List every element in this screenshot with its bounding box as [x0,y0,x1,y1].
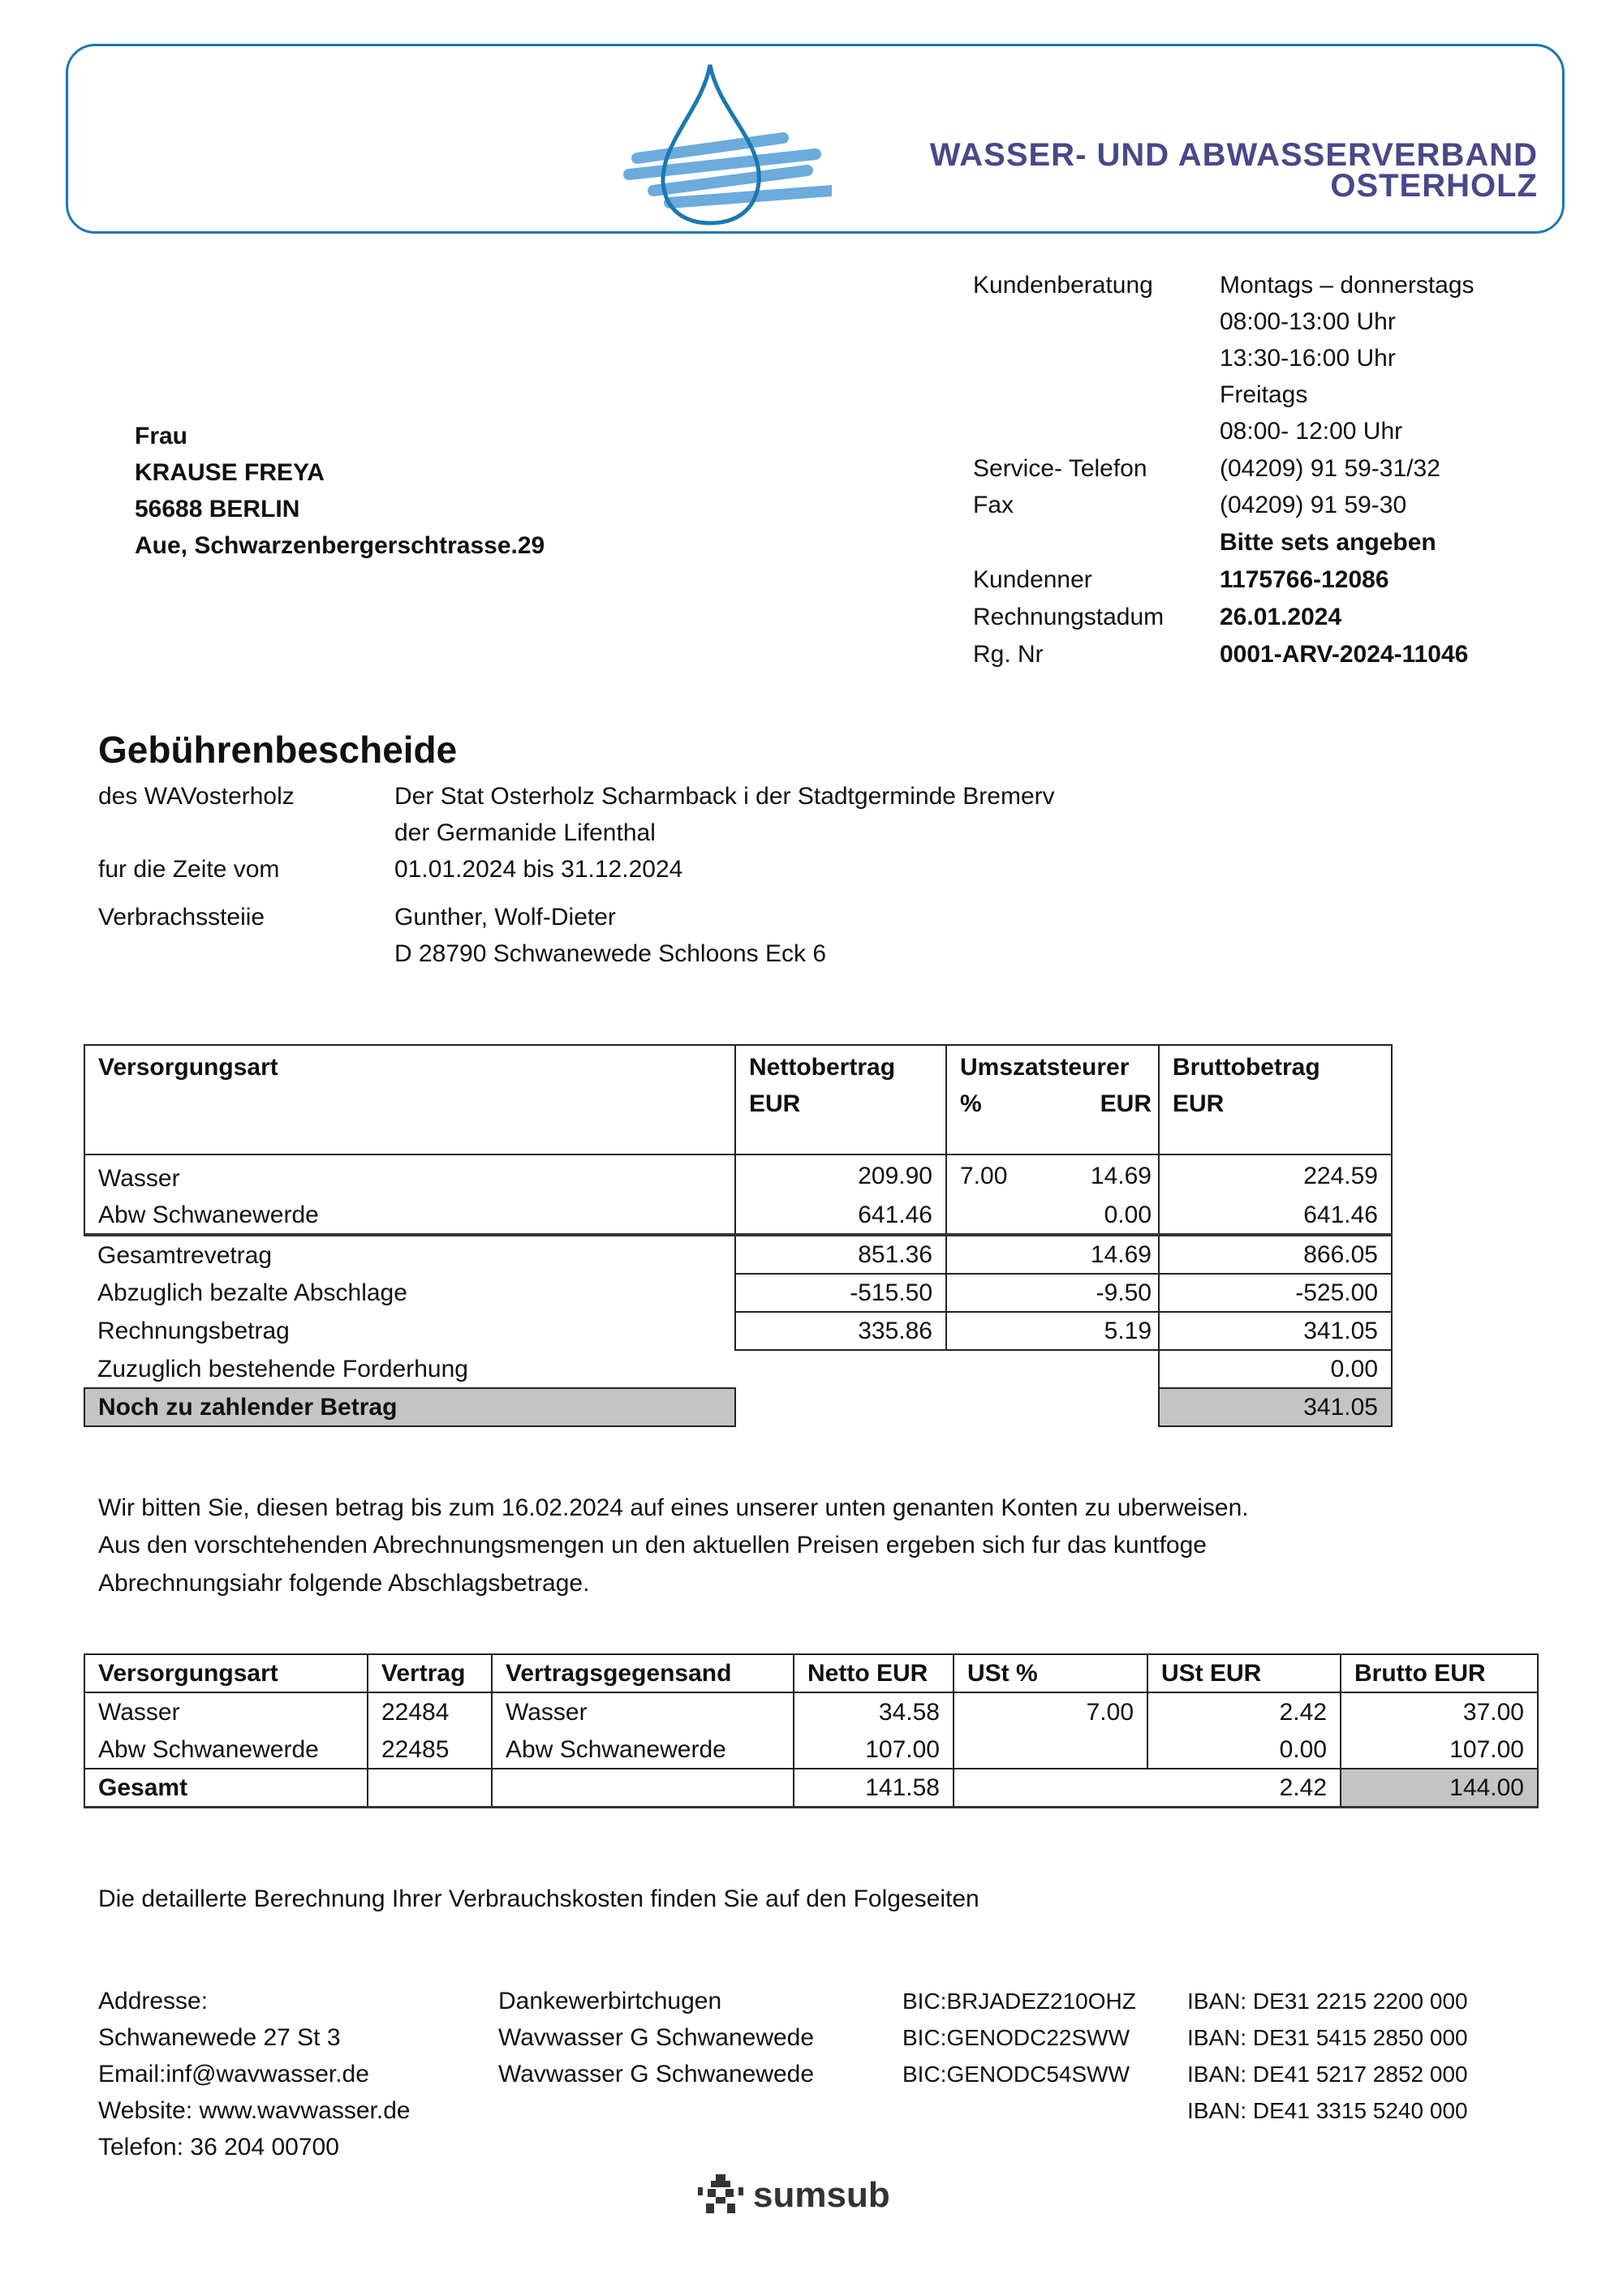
empty-cell [735,1388,946,1426]
ust-cell [946,1154,1159,1197]
ust-cell: 14.69 [946,1235,1159,1274]
sumsub-logo-icon [698,2174,743,2215]
ust-pct: 7.00 [960,1163,1008,1189]
footer-website: Website: www.wavwasser.de [98,2097,411,2124]
cell: 22484 [368,1692,492,1731]
invoice-date: 26.01.2024 [1220,604,1342,630]
header-label: EUR [749,1090,801,1117]
contact-value: (04209) 91 59-30 [1220,492,1407,518]
paragraph-line: Abrechnungsiahr folgende Abschlagsbetrage. [98,1570,590,1597]
header-label: Versorgungsart [98,1054,278,1081]
contact-value: Montags – donnerstags [1220,272,1474,299]
row-label: Gesamtrevetrag [97,1241,273,1269]
contact-value: 08:00-13:00 Uhr [1220,308,1396,335]
header-cell: Brutto EUR [1341,1654,1538,1692]
field-label: Verbrachssteiie [98,904,265,931]
amount-due-row [84,1388,1392,1426]
netto-cell: 209.90 [735,1154,946,1197]
header-cell: Netto EUR [794,1654,954,1692]
netto-cell: 335.86 [735,1312,946,1350]
field-value: 01.01.2024 bis 31.12.2024 [394,856,683,883]
footer-email: Email:inf@wavwasser.de [98,2061,369,2087]
cell: 37.00 [1341,1692,1538,1731]
footer-text: Schwanewede 27 St 3 [98,2024,341,2051]
paragraph-line: Wir bitten Sie, diesen betrag bis zum 16.02.2024 auf eines unserer unten genanten Konten zu uberweisen. [98,1494,1249,1521]
table-row [84,1274,1392,1312]
table-row [84,1197,1392,1235]
row-label: Zuzuglich bestehende Forderhung [97,1355,468,1382]
header-cell [84,1045,735,1154]
contact-label: Kundenner [973,566,1092,593]
field-value: D 28790 Schwanewede Schloons Eck 6 [394,940,827,967]
ust-eur: 14.69 [1090,1163,1152,1189]
recipient-line: 56688 BERLIN [135,496,300,522]
brutto-cell: 0.00 [1159,1350,1392,1388]
header-label: % [960,1090,982,1117]
row-label: Wasser [84,1154,735,1197]
table-header-row [84,1654,1538,1692]
ust-cell: -9.50 [946,1274,1159,1312]
cell: Abw Schwanewerde [492,1731,794,1769]
contact-label: Rg. Nr [973,641,1044,668]
header-label: EUR [1173,1090,1225,1117]
sumsub-text: sumsub [753,2174,890,2215]
ust-cell: 0.00 [946,1197,1159,1235]
cell: 7.00 [954,1692,1147,1731]
footer-text: Wavwasser G Schwanewede [498,2061,815,2087]
empty-cell [735,1350,946,1388]
page-title: Gebührenbescheide [98,729,458,771]
empty-cell [368,1769,492,1808]
cell: 107.00 [794,1731,954,1769]
brutto-cell: -525.00 [1159,1274,1392,1312]
header-cell: USt EUR [1147,1654,1341,1692]
empty-cell [946,1350,1159,1388]
recipient-line: Aue, Schwarzenbergerschtrasse.29 [135,532,545,559]
cell: Wasser [492,1692,794,1731]
cell: 2.42 [1147,1692,1341,1731]
org-name-line2: OSTERHOLZ [1330,168,1538,204]
empty-cell [946,1388,1159,1426]
header-cell [946,1045,1159,1154]
table-row [84,1235,1392,1274]
invoice-number: 0001-ARV-2024-11046 [1220,641,1469,668]
brutto-cell: 866.05 [1159,1235,1392,1274]
table-row [84,1312,1392,1350]
note-text: Die detaillerte Berechnung Ihrer Verbrauchskosten finden Sie auf den Folgeseiten [98,1885,979,1912]
field-label: des WAVosterholz [98,783,295,810]
header-cell: Versorgungsart [84,1654,368,1692]
total-row [84,1769,1538,1808]
header-cell: USt % [954,1654,1147,1692]
contact-label: Service- Telefon [973,455,1147,482]
cell: 34.58 [794,1692,954,1731]
header-label: Umszatsteurer [960,1054,1130,1081]
contact-label: Kundenberatung [973,272,1153,299]
footer-iban: IBAN: DE41 3315 5240 000 [1187,2098,1468,2123]
organization-name [822,137,1538,204]
netto-cell: 851.36 [735,1235,946,1274]
recipient-line: KRAUSE FREYA [135,459,325,486]
table-row [84,1350,1392,1388]
netto-cell: -515.50 [735,1274,946,1312]
footer-bic: BIC:GENODC22SWW [902,2025,1130,2050]
cell: Gesamt [84,1769,368,1808]
header-label: Nettobertrag [749,1054,896,1081]
paragraph-line: Aus den vorschtehenden Abrechnungsmengen un den aktuellen Preisen ergeben sich fur das kuntfoge [98,1532,1207,1559]
charges-table [84,1044,1393,1427]
recipient-line: Frau [135,423,188,449]
netto-cell: 641.46 [735,1197,946,1235]
cell: 2.42 [954,1769,1341,1808]
footer-phone: Telefon: 36 204 00700 [98,2134,339,2161]
contact-value: Bitte sets angeben [1220,529,1436,556]
header-cell [735,1045,946,1154]
table-row [84,1154,1392,1197]
sumsub-watermark [698,2174,890,2215]
header-cell: Vertragsgegensand [492,1654,794,1692]
header-label: EUR [1100,1090,1152,1117]
field-label: fur die Zeite vom [98,856,280,883]
cell: 141.58 [794,1769,954,1808]
installments-table [84,1653,1539,1808]
contact-value: 08:00- 12:00 Uhr [1220,418,1403,445]
amount-due: 341.05 [1159,1388,1392,1426]
footer-bic: BIC:BRJADEZ210OHZ [902,1989,1136,2014]
water-drop-logo-icon [621,61,832,231]
contact-value: 13:30-16:00 Uhr [1220,345,1396,372]
cell [954,1731,1147,1769]
table-row [84,1692,1538,1731]
header-label: Bruttobetrag [1173,1054,1320,1081]
footer-bic: BIC:GENODC54SWW [902,2062,1130,2087]
field-value: Der Stat Osterholz Scharmback i der Stadtgerminde Bremerv [394,783,1055,810]
footer-iban: IBAN: DE31 2215 2200 000 [1187,1989,1468,2014]
footer-text: Addresse: [98,1988,209,2014]
cell: 107.00 [1341,1731,1538,1769]
header-cell: Vertrag [368,1654,492,1692]
brutto-cell: 341.05 [1159,1312,1392,1350]
ust-cell: 5.19 [946,1312,1159,1350]
brutto-cell: 224.59 [1159,1154,1392,1197]
field-value: der Germanide Lifenthal [394,819,656,846]
footer-text: Wavwasser G Schwanewede [498,2024,815,2051]
table-row [84,1731,1538,1769]
empty-cell [492,1769,794,1808]
row-label: Rechnungsbetrag [97,1318,290,1344]
cell: Abw Schwanewerde [84,1731,368,1769]
customer-number: 1175766-12086 [1220,566,1389,593]
cell: Wasser [84,1692,368,1731]
header-cell [1159,1045,1392,1154]
row-label: Noch zu zahlender Betrag [84,1388,735,1426]
contact-label: Fax [973,492,1014,518]
footer-iban: IBAN: DE31 5415 2850 000 [1187,2025,1468,2050]
contact-value: Freitags [1220,381,1308,408]
row-label: Abw Schwanewerde [84,1197,735,1235]
org-name-line1: WASSER- UND ABWASSERVERBAND [929,137,1538,173]
footer-iban: IBAN: DE41 5217 2852 000 [1187,2062,1468,2087]
field-value: Gunther, Wolf-Dieter [394,904,616,931]
brutto-cell: 641.46 [1159,1197,1392,1235]
cell: 22485 [368,1731,492,1769]
footer-text: Dankewerbirtchugen [498,1988,722,2014]
table-header-row [84,1045,1392,1154]
cell: 144.00 [1341,1769,1538,1808]
cell: 0.00 [1147,1731,1341,1769]
row-label: Abzuglich bezalte Abschlage [97,1279,407,1306]
contact-value: (04209) 91 59-31/32 [1220,455,1440,482]
contact-label: Rechnungstadum [973,604,1165,630]
